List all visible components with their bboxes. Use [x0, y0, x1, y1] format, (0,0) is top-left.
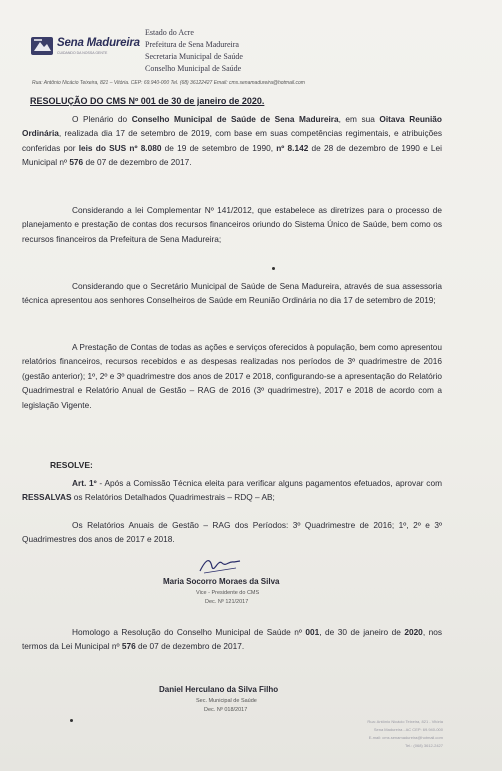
paragraph-article-1 [22, 476, 442, 505]
p6-text: Os Relatórios Anuais de Gestão – RAG dos Períodos: 3º Quadrimestre de 2016; 1º, 2º e 3º Quadrimestres dos anos de 2017 e 2018. [22, 520, 442, 545]
homologation-text: de 07 de dezembro de 2017. [135, 641, 245, 652]
stamp-line: Tel.: (068) 3612-2427 [404, 743, 443, 748]
stamp-line: E-mail: cms.senamadureira@hotmail.com [368, 735, 443, 740]
p1-law-576: 576 [69, 157, 84, 168]
paragraph-homologation [22, 625, 442, 654]
p2-text: Considerando a lei Complementar Nº 141/2012, que estabelece as diretrizes para o processo de planejamento e prestação de contas dos recursos financeiros oriundo do Sistema Único de Saúde, bem como os recursos financeiros da Prefeitura de Sena Madureira; [22, 205, 442, 244]
signatory-1-role: Vice - Presidente do CMS [196, 590, 260, 596]
p1-text: de 19 de setembro de 1990, [161, 142, 277, 153]
p1-text: de 28 de dezembro de 1990 e Lei Municipal nº [22, 142, 442, 168]
paragraph-plenary [22, 112, 442, 170]
stray-dot [70, 719, 73, 722]
letterhead-secretariat: Secretaria Municipal de Saúde [145, 52, 243, 61]
p1-text: , realizada dia 17 de setembro de 2019, com base em suas competências regimentais, e atribuições conferidas por [22, 128, 442, 153]
p1-council-name: Conselho Municipal de Saúde de Sena Madureira [131, 114, 339, 124]
article-reservations: RESSALVAS [22, 492, 72, 503]
p1-law-8080: leis do SUS nº 8.080 [78, 142, 162, 153]
p1-text: O Plenário do [72, 114, 132, 124]
logo-emblem-icon [30, 34, 54, 58]
stray-dot [272, 267, 275, 270]
logo-tagline: CUIDANDO DA NOSSA GENTE [57, 51, 108, 55]
paragraph-secretary [22, 279, 442, 308]
homologation-text: , nos termos da Lei Municipal nº [22, 627, 442, 652]
p3-text: Considerando que o Secretário Municipal de Saúde de Sena Madureira, através de sua assessoria técnica apresentou aos senhores Conselheiros de Saúde em Reunião Ordinária no dia 17 de setembro de 2019; [22, 281, 442, 306]
homologation-text: Homologo a Resolução do Conselho Municipal de Saúde nº [72, 627, 306, 637]
letterhead-council: Conselho Municipal de Saúde [145, 64, 242, 73]
logo-brand-text: Sena Madureira [57, 37, 140, 49]
article-text: os Relatórios Detalhados Quadrimestrais – RDQ – AB; [71, 492, 275, 503]
signatory-2-decree: Dec. Nº 018/2017 [204, 707, 248, 713]
signatory-2-name: Daniel Herculano da Silva Filho [159, 685, 279, 694]
article-text: - Após a Comissão Técnica eleita para verificar alguns pagamentos efetuados, aprovar com [96, 478, 442, 488]
stamp-line: Rua: Antônio Nicácio Teixeira, 821 - Vitória [367, 719, 443, 724]
article-number: Art. 1º [72, 478, 97, 488]
paragraph-complementary-law [22, 203, 442, 246]
p1-text: , em sua [338, 114, 380, 124]
signatory-1-name: Maria Socorro Moraes da Silva [163, 577, 280, 586]
homologation-year: 2020 [404, 627, 423, 637]
letterhead [145, 27, 243, 75]
homologation-law: 576 [121, 641, 136, 652]
signatory-2-role: Sec. Municipal de Saúde [196, 698, 257, 704]
municipality-logo [30, 34, 142, 66]
letterhead-address: Rua: Antônio Nicácio Teixeira, 821 – Vitória. CEP: 69.940-000 Tel. (68) 36122427 Email: cms.senamadureira@hotmail.com [32, 80, 305, 86]
p1-law-8142: nº 8.142 [276, 142, 309, 153]
p1-text: de 07 de dezembro de 2017. [83, 157, 192, 168]
letterhead-state: Estado do Acre [145, 28, 194, 37]
paragraph-annual-reports [22, 518, 442, 547]
resolve-heading: RESOLVE: [50, 460, 93, 470]
council-stamp [325, 718, 443, 750]
paragraph-accountability [22, 340, 442, 412]
handwritten-signature-icon [196, 553, 244, 577]
homologation-text: , de 30 de janeiro de [319, 627, 405, 637]
homologation-number: 001 [305, 627, 320, 637]
stamp-line: Sena Madureira - AC CEP: 69.940-000 [373, 727, 443, 732]
p4-text: A Prestação de Contas de todas as ações e serviços oferecidos à população, bem como [72, 342, 401, 352]
p1-meeting-name: Oitava Reunião Ordinária [22, 114, 442, 139]
signatory-1-decree: Dec. Nº 121/2017 [205, 599, 249, 605]
p4-text: apresentou relatórios financeiros, recursos recebidos e as despesas realizadas nos períodos de 3º quadrimestre de 2016 (gestão anterior); 1º, 2º e 3º quadrimestre dos anos de 2017 e 2018, configurando-se a apresentação do Relatório Quadrimestral e Relatório Anual de Gestão – RAG de 2016 (3º quadrimestre), 2017 e 2018 de acordo com a legislação Vigente. [22, 342, 442, 410]
resolution-title: RESOLUÇÃO DO CMS Nº 001 de 30 de janeiro de 2020. [30, 96, 265, 106]
letterhead-prefecture: Prefeitura de Sena Madureira [145, 40, 239, 49]
